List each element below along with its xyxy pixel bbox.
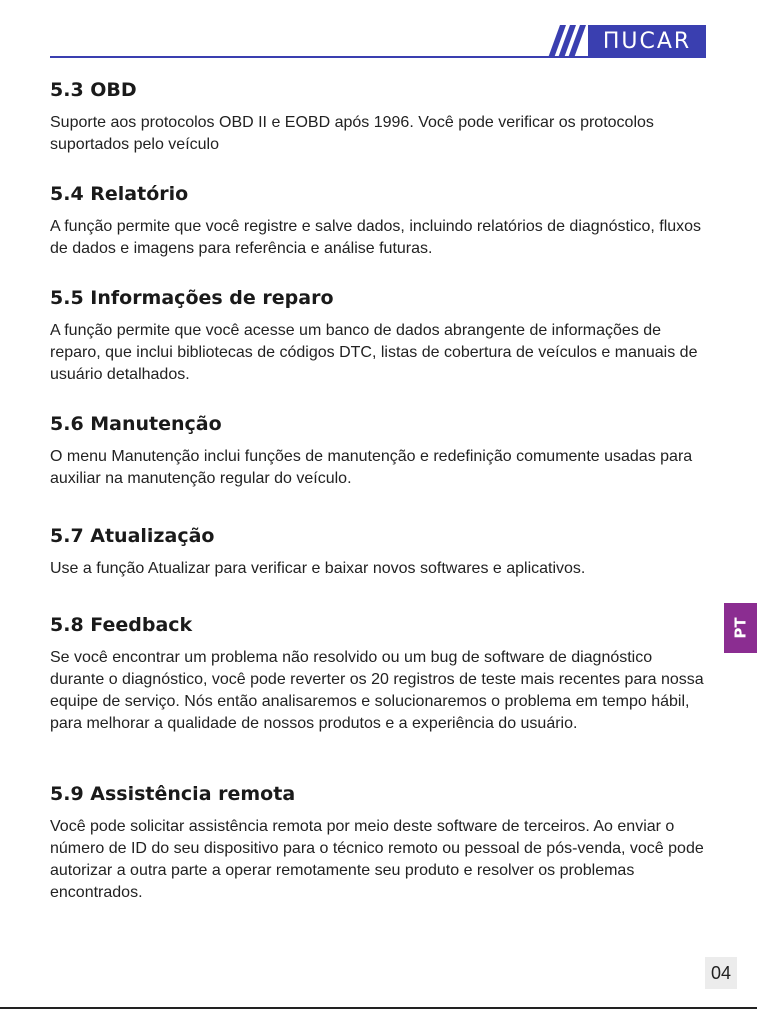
page-number: 04 [705,957,737,989]
section-obd [50,78,710,156]
section-heading: 5.8 Feedback [50,614,193,636]
section-body: A função permite que você registre e salve dados, incluindo relatórios de diagnóstico, fluxos de dados e imagens para referência e análise futuras. [50,218,702,257]
section-heading: 5.3 OBD [50,79,137,101]
section-body: Use a função Atualizar para verificar e baixar novos softwares e aplicativos. [50,560,586,577]
section-body: Se você encontrar um problema não resolvido ou um bug de software de diagnóstico durante o diagnóstico, você pode reverter os 20 registros de teste mais recentes para nossa equipe de serviço. Nós então analisaremos e solucionaremos o problema em tempo hábil, para melhorar a qualidade de nossos produtos e a experiência do usuário. [50,649,704,732]
logo-stripes-icon [544,25,590,58]
section-heading: 5.4 Relatório [50,183,189,205]
section-informacoes-reparo [50,286,710,386]
language-tab [724,603,757,653]
brand-logo-text: ΠUCAR [602,28,692,54]
section-heading: 5.7 Atualização [50,525,215,547]
language-tab-label: PT [731,617,750,639]
section-heading: 5.5 Informações de reparo [50,287,334,309]
section-feedback [50,613,710,735]
header-divider [50,56,706,58]
section-body: Você pode solicitar assistência remota por meio deste software de terceiros. Ao enviar o número de ID do seu dispositivo para o técnico remoto ou pessoal de pós-venda, você pode autorizar a outra parte a operar remotamente seu produto e resolver os problemas encontrados. [50,818,704,901]
section-heading: 5.9 Assistência remota [50,783,296,805]
brand-logo [588,25,706,58]
section-heading: 5.6 Manutenção [50,413,222,435]
section-body: O menu Manutenção inclui funções de manutenção e redefinição comumente usadas para auxiliar na manutenção regular do veículo. [50,448,693,487]
section-body: Suporte aos protocolos OBD II e EOBD após 1996. Você pode verificar os protocolos suportados pelo veículo [50,114,654,153]
section-relatorio [50,182,710,260]
section-assistencia-remota [50,782,710,904]
section-atualizacao [50,524,585,580]
section-manutencao [50,412,710,490]
section-body: A função permite que você acesse um banco de dados abrangente de informações de reparo, que inclui bibliotecas de códigos DTC, listas de cobertura de veículos e manuais de usuário detalhados. [50,322,698,383]
